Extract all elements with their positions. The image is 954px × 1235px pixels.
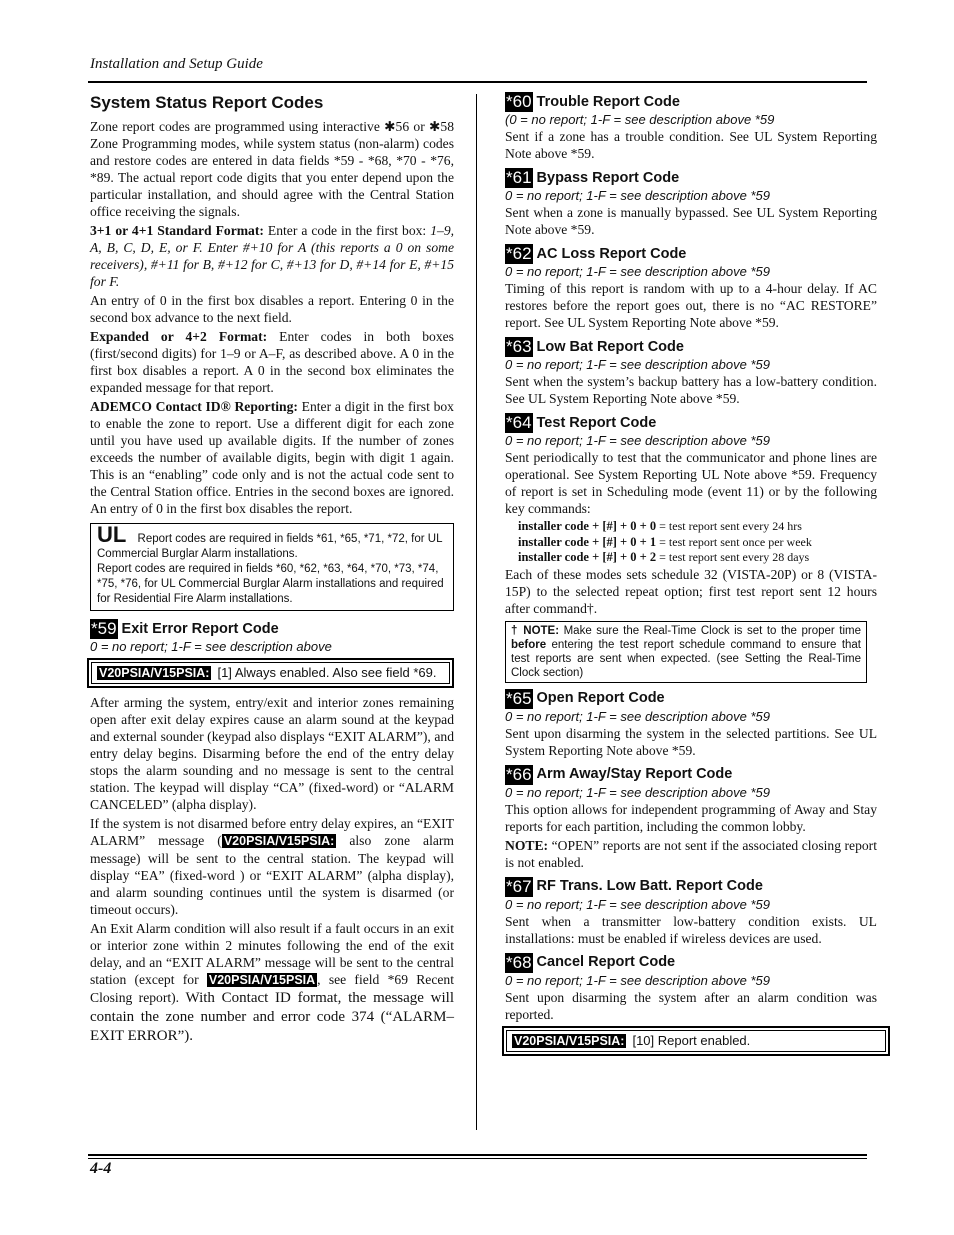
field-title: Exit Error Report Code: [121, 620, 279, 637]
field-number: *62: [506, 244, 532, 263]
field-65-heading: [505, 689, 877, 709]
ul-note-text1: Report codes are required in fields *61, *65, *71, *72, for UL Commercial Burglar Alarm installations.: [97, 533, 443, 560]
field-67-heading: [505, 877, 877, 897]
field-68-body: Sent upon disarming the system after an alarm condition was reported.: [505, 989, 877, 1022]
default-box-inner: [506, 1030, 886, 1052]
field-number: *64: [506, 413, 532, 432]
key-command-keys: installer code + [#] + 0 + 1: [518, 534, 657, 549]
field-59-p3: [90, 920, 454, 1046]
entry-zero-paragraph: An entry of 0 in the first box disables a report. Entering 0 in the second box advance to the next field.: [90, 293, 454, 325]
left-column: [90, 92, 454, 1048]
field-title: Open Report Code: [536, 690, 665, 706]
field-68-options: 0 = no report; 1-F = see description above *59: [505, 972, 770, 988]
field-64-note-box: [505, 621, 867, 683]
contact-id-label: ADEMCO Contact ID® Reporting:: [90, 399, 298, 414]
bottom-rule-thin: [88, 1158, 867, 1159]
field-number: *63: [506, 337, 532, 356]
field-59-p1: After arming the system, entry/exit and interior zones remaining open after exit delay expires cause an alarm sound at the keypad and external sounder (keypad also displays “EXIT ALARM”), and entry delay begins. Disarming before the end of the entry delay stops the alarm sounding and no message is sent to the central station. The keypad will display “CA” (fixed-word) or “ALARM CANCELED” (alpha display).: [90, 695, 454, 812]
note-text-b: entering the test report schedule command to ensure that test reports are sent when expected. (see Setting the Real-Time Clock section): [511, 638, 861, 679]
field-title: Test Report Code: [536, 414, 657, 431]
model-tag: V20PSIA/V15PSIA:: [514, 1033, 625, 1048]
field-64-options: 0 = no report; 1-F = see description above *59: [505, 433, 770, 448]
model-tag: V20PSIA/V15PSIA:: [99, 666, 210, 680]
intro-paragraph: Zone report codes are programmed using interactive ✱56 or ✱58 Zone Programming modes, while system status (non-alarm) codes and restore codes are entered in data fields *59 - *68, *70 - *76, *89. The actual report code digits that you enter depend upon the particular installation, and should agree with the Central Station office receiving the signals.: [90, 119, 454, 219]
page-number: 4-4: [90, 1160, 112, 1177]
standard-format-text: Enter a code in the first box:: [267, 223, 427, 238]
field-61-body: Sent when a zone is manually bypassed. See UL System Reporting Note above *59.: [505, 205, 877, 237]
field-62-options: 0 = no report; 1-F = see description above *59: [505, 264, 770, 279]
field-64-after: Each of these modes sets schedule 32 (VISTA-20P) or 8 (VISTA-15P) to the selected repeat option; first test report sent 12 hours after command†.: [505, 566, 877, 616]
field-title: RF Trans. Low Batt. Report Code: [536, 878, 763, 894]
field-66-note: [505, 837, 877, 871]
expanded-format-label: Expanded or 4+2 Format:: [90, 329, 268, 344]
field-66-options: 0 = no report; 1-F = see description above *59: [505, 784, 770, 800]
key-command-desc: = test report sent every 28 days: [656, 550, 810, 564]
field-60-options: (0 = no report; 1-F = see description above *59: [505, 112, 775, 127]
default-box-inner: [91, 662, 450, 684]
field-62-body: Timing of this report is random with up to a 4-hour delay. If AC restores before the report goes out, there is no “AC RESTORE” report. See UL System Reporting Note above *59.: [505, 281, 877, 330]
field-60-body: Sent if a zone has a trouble condition. See UL System Reporting Note above *59.: [505, 129, 877, 161]
model-tag-inline: V20PSIA/V15PSIA:: [223, 834, 335, 848]
field-59-options: 0 = no report; 1-F = see description above: [90, 639, 332, 654]
key-command-keys: installer code + [#] + 0 + 0: [518, 519, 657, 533]
column-divider: [476, 94, 477, 1130]
field-number: *65: [506, 688, 532, 708]
section-title: System Status Report Codes: [90, 93, 324, 112]
key-command-desc: = test report sent every 24 hrs: [656, 519, 802, 533]
note-text-a: Make sure the Real-Time Clock is set to the proper time: [559, 624, 861, 637]
field-63-heading: [505, 337, 877, 357]
ul-logo: UL: [97, 522, 127, 547]
field-61-options: 0 = no report; 1-F = see description above *59: [505, 188, 770, 203]
field-title: Arm Away/Stay Report Code: [536, 766, 733, 782]
field-number: *67: [506, 876, 532, 896]
contact-id-paragraph: [90, 398, 454, 517]
field-68-default-box: [502, 1026, 890, 1056]
field-title: Trouble Report Code: [536, 93, 680, 110]
note-text: “OPEN” reports are not sent if the associated closing report is not enabled.: [505, 837, 877, 870]
field-title: AC Loss Report Code: [536, 245, 687, 262]
expanded-format-paragraph: [90, 328, 454, 396]
key-command-desc: = test report sent once per week: [656, 534, 812, 549]
ul-note-box: [90, 523, 454, 611]
p3-text-c: With Contact ID format, the message will contain the zone number and error code 374 (“ALARM–EXIT ERROR”).: [90, 990, 455, 1044]
field-65-options: 0 = no report; 1-F = see description above *59: [505, 708, 770, 724]
right-column: [505, 92, 877, 1062]
default-value: [10] Report enabled.: [632, 1032, 751, 1048]
key-command-keys: installer code + [#] + 0 + 2: [518, 550, 657, 564]
model-tag-inline: V20PSIA/V15PSIA: [208, 973, 316, 987]
key-command-1: [518, 519, 877, 535]
field-59-heading: [90, 619, 454, 639]
field-66-body: This option allows for independent programming of Away and Stay reports for each partition, including the common lobby.: [505, 801, 877, 834]
field-number: *59: [91, 619, 117, 638]
p2-text-b: also zone alarm message) will be sent to the central station. The keypad will display “EA” (fixed-word ) or “EXIT ALARM” (alpha display), and alarm sounding continues until the system is disarmed (or timeout occurs).: [90, 833, 454, 917]
top-rule: [88, 81, 867, 83]
field-title: Cancel Report Code: [536, 954, 676, 970]
field-67-options: 0 = no report; 1-F = see description above *59: [505, 896, 770, 912]
note-label: NOTE:: [505, 837, 549, 853]
field-67-body: Sent when a transmitter low-battery condition exists. UL installations: must be enabled if wireless devices are used.: [505, 913, 877, 946]
ul-note-line1: [97, 522, 447, 562]
note-bold: before: [511, 638, 547, 651]
field-title: Low Bat Report Code: [536, 338, 684, 355]
field-60-heading: [505, 92, 877, 112]
field-68-heading: [505, 953, 877, 973]
field-number: *66: [506, 764, 532, 784]
field-number: *68: [506, 952, 532, 972]
field-59-default-box: [87, 658, 454, 688]
standard-format-codes: 1–9, A, B, C, D, E, or F. Enter #+10 for A (this reports a 0 on some receivers), #+11 for B, #+12 for C, #+13 for D, #+14 for E, #+15 for F.: [90, 223, 455, 289]
key-command-2: [518, 535, 877, 551]
field-61-heading: [505, 168, 877, 188]
p3-text-b: , see field *69 Recent Closing report).: [90, 972, 454, 1005]
field-65-body: Sent upon disarming the system in the selected partitions. See UL System Reporting Note above *59.: [505, 725, 877, 758]
bottom-rule: [88, 1154, 867, 1156]
field-63-body: Sent when the system’s backup battery has a low-battery condition. See UL System Reporting Note above *59.: [505, 374, 877, 406]
contact-id-text: Enter a digit in the first box to enable the zone to report. Use a different digit for each zone until you have used up available digits. If the number of zones exceeds the number of available digits, begin with digit 1 again. This is an “enabling” code only and is not the actual code sent to the Central Station office. Entries in the second boxes are ignored. An entry of 0 in the first box disables the report.: [90, 399, 454, 516]
default-value: [1] Always enabled. Also see field *69.: [217, 665, 437, 680]
field-number: *61: [506, 168, 532, 187]
field-63-options: 0 = no report; 1-F = see description above *59: [505, 357, 770, 372]
p3-text-a: An Exit Alarm condition will also result if a fault occurs in an exit or interior zone within 2 minutes following the end of the exit delay, and an “EXIT ALARM” message will be sent to the central station (except for: [90, 921, 454, 987]
standard-format-label: 3+1 or 4+1 Standard Format:: [90, 223, 264, 238]
field-title: Bypass Report Code: [536, 169, 680, 186]
ul-note-text2: Report codes are required in fields *60, *62, *63, *64, *70, *73, *74, *75, *76, for UL Commercial Burglar Alarm installations and required for Residential Fire Alarm installations.: [97, 563, 444, 605]
key-command-3: [518, 550, 877, 566]
field-62-heading: [505, 244, 877, 264]
standard-format-paragraph: [90, 222, 454, 290]
field-number: *60: [506, 92, 532, 111]
note-label: † NOTE:: [511, 624, 560, 637]
expanded-format-text: Enter codes in both boxes (first/second digits) for 1–9 or A–F, as described above. A 0 in the first box disables a report. A 0 in the second box eliminates the expanded message for that report.: [90, 329, 454, 395]
p2-text-a: If the system is not disarmed before entry delay expires, an “EXIT ALARM” message (: [90, 816, 454, 848]
field-66-heading: [505, 765, 877, 785]
guide-title: Installation and Setup Guide: [90, 56, 263, 72]
field-64-body: Sent periodically to test that the communicator and phone lines are operational. See System Reporting UL Note above *59. Frequency of report is set in Scheduling mode (event 11) or by the following key commands:: [505, 450, 877, 516]
field-59-p2: [90, 815, 454, 918]
field-64-heading: [505, 413, 877, 433]
